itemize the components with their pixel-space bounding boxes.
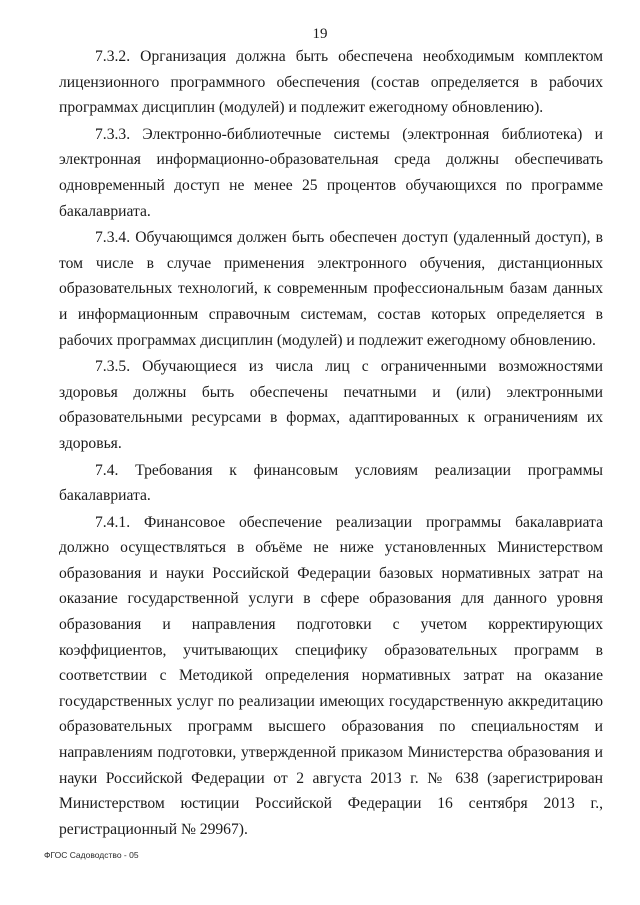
paragraph-7-4: 7.4. Требования к финансовым условиям реализации программы бакалавриата. [59,461,603,505]
paragraph-7-3-5: 7.3.5. Обучающиеся из числа лиц с ограниченными возможностями здоровья должны быть обеспечены печатными и (или) электронными образовательными ресурсами в формах, адаптированных к ограничениям их здоровья. [59,358,603,452]
paragraph-7-4-1: 7.4.1. Финансовое обеспечение реализации программы бакалавриата должно осуществляться в объёме не ниже установленных Министерством образования и науки Российской Федерации базовых нормативных затрат на оказание государственной услуги в сфере образования для данного уровня образования и направления подготовки с учетом корректирующих коэффициентов, учитывающих специфику образовательных программ в соответствии с Методикой определения нормативных затрат на оказание государственных услуг по реализации имеющих государственную аккредитацию образовательных программ высшего образования по специальностям и направлениям подготовки, утвержденной приказом Министерства образования и науки Российской Федерации от 2 августа 2013 г. № 638 (зарегистрирован Министерством юстиции Российской Федерации 16 сентября 2013 г., регистрационный № 29967). [59,513,603,838]
document-body [59,44,603,842]
paragraph-7-3-3: 7.3.3. Электронно-библиотечные системы (электронная библиотека) и электронная информационно-образовательная среда должны обеспечивать одновременный доступ не менее 25 процентов обучающихся по программе бакалавриата. [59,125,603,220]
page-footer: ФГОС Садоводство - 05 [44,850,139,860]
page-number: 19 [312,26,328,42]
paragraph-7-3-2: 7.3.2. Организация должна быть обеспечена необходимым комплектом лицензионного программного обеспечения (состав определяется в рабочих программах дисциплин (модулей) и подлежит ежегодному обновлению). [59,48,603,117]
paragraph-7-3-4: 7.3.4. Обучающимся должен быть обеспечен доступ (удаленный доступ), в том числе в случае применения электронного обучения, дистанционных образовательных технологий, к современным профессиональным базам данных и информационным справочным системам, состав которых определяется в рабочих программах дисциплин (модулей) и подлежит ежегодному обновлению. [59,229,603,349]
